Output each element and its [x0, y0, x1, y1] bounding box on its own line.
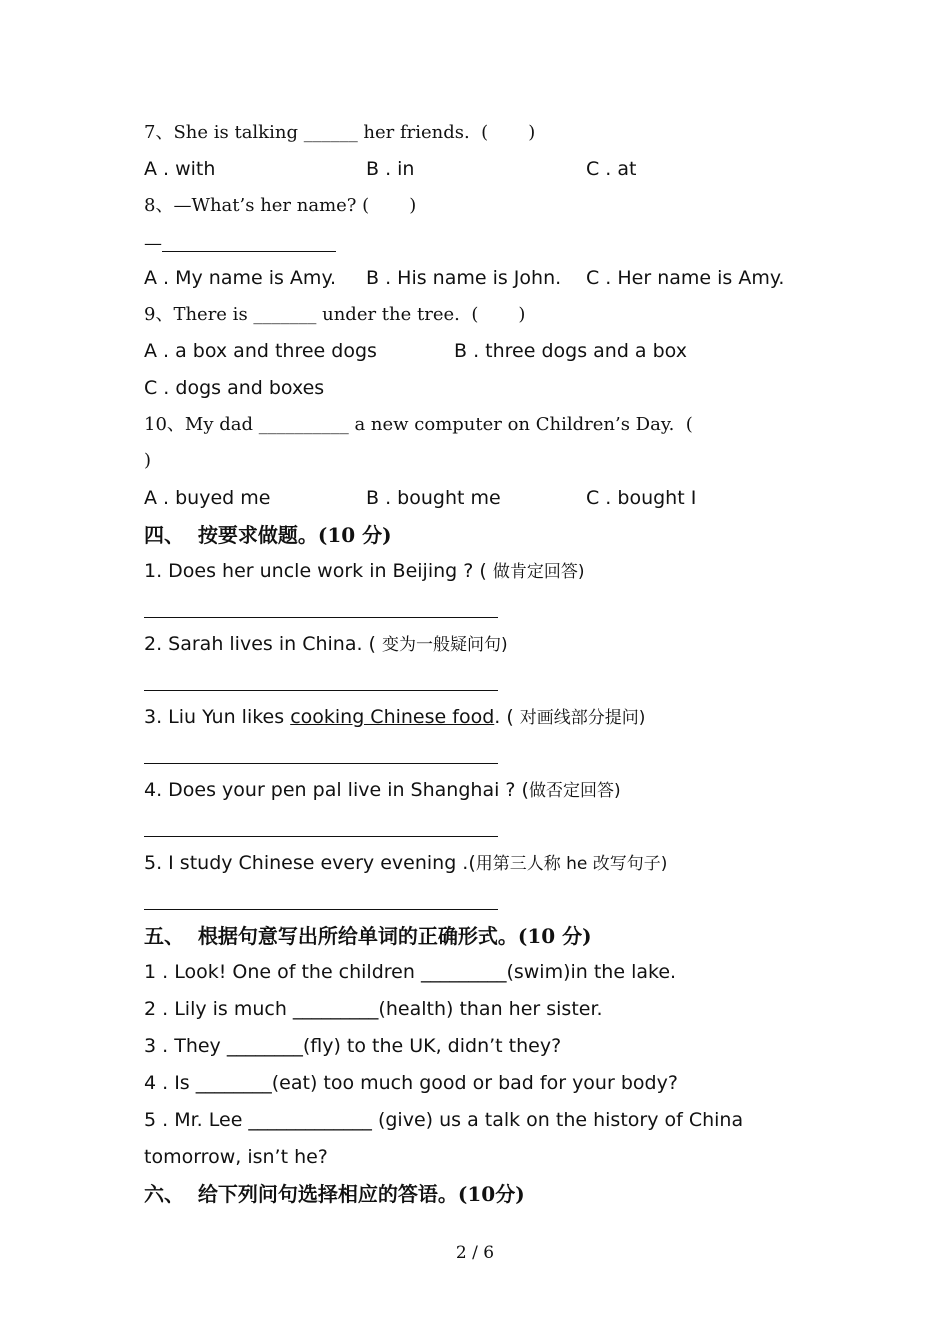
answer-line-5 — [144, 909, 498, 910]
q9-option-a: A . a box and three dogs — [144, 340, 377, 362]
page-number: 2 / 6 — [455, 1243, 495, 1263]
q8-answer-dash: — — [144, 233, 162, 254]
underlined-phrase: cooking Chinese food — [290, 706, 495, 728]
section-4-item-3: 3. Liu Yun likes cooking Chinese food. ( 对画线部分提问) — [144, 706, 646, 728]
section-5-item-5-cont: tomorrow, isn’t he? — [144, 1146, 328, 1168]
q8-answer-line — [162, 251, 336, 252]
section-6-heading: 六、 给下列问句选择相应的答语。(10分) — [144, 1182, 525, 1206]
section-5-item-1: 1 . Look! One of the children _________(swim)in the lake. — [144, 961, 677, 983]
q9-option-c: C . dogs and boxes — [144, 377, 325, 399]
section-5-item-2: 2 . Lily is much _________(health) than her sister. — [144, 998, 603, 1020]
q7-option-c: C . at — [586, 158, 637, 180]
question-10-bracket: ) — [144, 450, 152, 471]
q7-option-a: A . with — [144, 158, 216, 180]
section-5-item-3: 3 . They ________(fly) to the UK, didn’t they? — [144, 1035, 562, 1057]
section-5-item-5: 5 . Mr. Lee _____________ (give) us a talk on the history of China — [144, 1109, 744, 1131]
question-8-text: 8、—What’s her name? ( ) — [144, 195, 417, 216]
answer-line-1 — [144, 617, 498, 618]
answer-line-4 — [144, 836, 498, 837]
question-7-text: 7、She is talking ______ her friends. ( ) — [144, 122, 536, 143]
q8-option-b: B . His name is John. — [366, 267, 562, 289]
section-4-item-2: 2. Sarah lives in China. ( 变为一般疑问句) — [144, 633, 508, 655]
section-5-item-4: 4 . Is ________(eat) too much good or bad for your body? — [144, 1072, 678, 1094]
section-4-item-1: 1. Does her uncle work in Beijing ? ( 做肯定回答) — [144, 560, 585, 582]
q8-option-c: C . Her name is Amy. — [586, 267, 785, 289]
q10-option-c: C . bought I — [586, 487, 697, 509]
q10-option-b: B . bought me — [366, 487, 501, 509]
q10-option-a: A . buyed me — [144, 487, 271, 509]
question-10-text: 10、My dad __________ a new computer on Children’s Day. ( — [144, 414, 693, 435]
section-4-item-4: 4. Does your pen pal live in Shanghai ? (做否定回答) — [144, 779, 621, 801]
question-9-text: 9、There is _______ under the tree. ( ) — [144, 304, 526, 325]
q9-option-b: B . three dogs and a box — [454, 340, 687, 362]
q8-option-a: A . My name is Amy. — [144, 267, 337, 289]
answer-line-3 — [144, 763, 498, 764]
section-5-heading: 五、 根据句意写出所给单词的正确形式。(10 分) — [144, 924, 592, 948]
q7-option-b: B . in — [366, 158, 415, 180]
answer-line-2 — [144, 690, 498, 691]
section-4-heading: 四、 按要求做题。(10 分) — [144, 523, 392, 547]
section-4-item-5: 5. I study Chinese every evening .(用第三人称 he 改写句子) — [144, 852, 668, 874]
